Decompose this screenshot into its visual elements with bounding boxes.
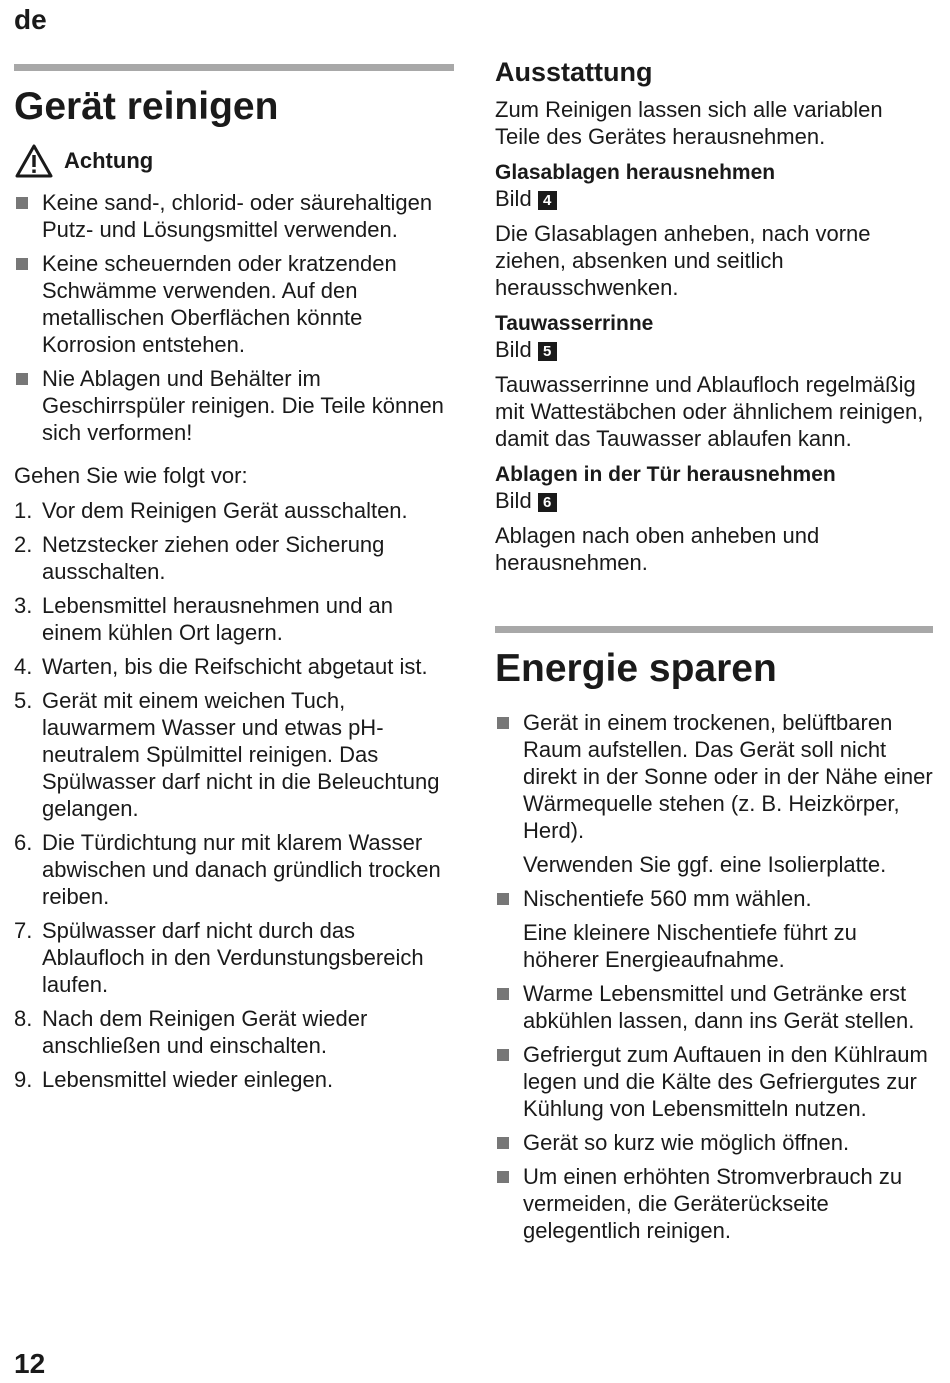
- figure-number-badge: 5: [538, 342, 557, 361]
- bullet-square-icon: [497, 1171, 509, 1183]
- list-item: 7. Spülwasser darf nicht durch das Ablaufloch in den Verdunstungsbereich laufen.: [14, 918, 424, 997]
- list-item: 2. Netzstecker ziehen oder Sicherung ausschalten.: [14, 532, 385, 584]
- list-item: Gerät so kurz wie möglich öffnen.: [495, 1129, 933, 1156]
- section-title-ausstattung: Ausstattung: [495, 57, 653, 87]
- warning-list: [14, 189, 454, 446]
- figure-number-badge: 4: [538, 191, 557, 210]
- subsection-heading: Ablagen in der Tür herausnehmen: [495, 463, 836, 486]
- figure-number-badge: 6: [538, 493, 557, 512]
- energie-list: [495, 709, 933, 844]
- page-number: 12: [14, 1348, 46, 1379]
- list-item: Nischentiefe 560 mm wählen.: [495, 885, 933, 912]
- list-item: 3. Lebensmittel herausnehmen und an einem kühlen Ort lagern.: [14, 593, 394, 645]
- list-item-note: Verwenden Sie ggf. eine Isolierplatte.: [523, 852, 887, 877]
- list-item: 6. Die Türdichtung nur mit klarem Wasser abwischen und danach gründlich trocken reiben.: [14, 830, 441, 909]
- subsection-glasablagen: [495, 160, 933, 301]
- subsection-tauwasserrinne: [495, 311, 933, 452]
- list-item-note: Eine kleinere Nischentiefe führt zu höherer Energieaufnahme.: [523, 920, 857, 972]
- bullet-square-icon: [497, 1137, 509, 1149]
- list-item: 4. Warten, bis die Reifschicht abgetaut ist.: [14, 654, 428, 679]
- steps-intro: Gehen Sie wie folgt vor:: [14, 463, 248, 488]
- figure-reference: Bild 4: [495, 185, 933, 212]
- bullet-square-icon: [16, 373, 28, 385]
- list-item: 8. Nach dem Reinigen Gerät wieder anschließen und einschalten.: [14, 1006, 368, 1058]
- bullet-square-icon: [497, 988, 509, 1000]
- list-item: Keine sand-, chlorid- oder säurehaltigen Putz- und Lösungsmittel verwenden.: [14, 189, 454, 243]
- language-code: de: [14, 4, 47, 35]
- figure-reference: Bild 6: [495, 487, 933, 514]
- subsection-text: Die Glasablagen anheben, nach vorne ziehen, absenken und seitlich herausschwenken.: [495, 221, 871, 300]
- list-item: Gefriergut zum Auftauen in den Kühlraum legen und die Kälte des Gefriergutes zur Kühlung von Lebensmitteln nutzen.: [495, 1041, 933, 1122]
- ausstattung-text: Zum Reinigen lassen sich alle variablen Teile des Gerätes herausnehmen.: [495, 97, 883, 149]
- warning-triangle-icon: [14, 143, 54, 179]
- subsection-heading: Glasablagen herausnehmen: [495, 161, 776, 184]
- right-column: [495, 56, 933, 1251]
- energie-list: [495, 885, 933, 912]
- steps-list: [14, 497, 454, 1093]
- list-item: Nie Ablagen und Behälter im Geschirrspüler reinigen. Die Teile können sich verformen!: [14, 365, 454, 446]
- subsection-text: Ablagen nach oben anheben und herausnehmen.: [495, 523, 820, 575]
- section-rule: [495, 626, 933, 633]
- subsection-heading: Tauwasserrinne: [495, 312, 654, 335]
- energie-list: [495, 980, 933, 1244]
- list-item: 9. Lebensmittel wieder einlegen.: [14, 1067, 334, 1092]
- warning-label: Achtung: [64, 148, 154, 173]
- subsection-text: Tauwasserrinne und Ablaufloch regelmäßig mit Wattestäbchen oder ähnlichem reinigen, damit das Tauwasser ablaufen kann.: [495, 372, 924, 451]
- bullet-square-icon: [16, 197, 28, 209]
- section-title-reinigen: Gerät reinigen: [14, 85, 279, 128]
- list-item: 1. Vor dem Reinigen Gerät ausschalten.: [14, 498, 408, 523]
- bullet-square-icon: [497, 1049, 509, 1061]
- bullet-square-icon: [497, 717, 509, 729]
- left-column: [14, 64, 454, 1100]
- warning-header: [14, 143, 454, 179]
- bullet-square-icon: [16, 258, 28, 270]
- list-item: 5. Gerät mit einem weichen Tuch, lauwarmem Wasser und etwas pH-neutralem Spülmittel reinigen. Das Spülwasser darf nicht in die Beleuchtung gelangen.: [14, 688, 440, 821]
- list-item: Keine scheuernden oder kratzenden Schwämme verwenden. Auf den metallischen Oberflächen könnte Korrosion entstehen.: [14, 250, 454, 358]
- subsection-ablagen-tuer: [495, 462, 933, 576]
- bullet-square-icon: [497, 893, 509, 905]
- section-rule: [14, 64, 454, 71]
- section-title-energie: Energie sparen: [495, 647, 777, 690]
- list-item: Um einen erhöhten Stromverbrauch zu vermeiden, die Geräterückseite gelegentlich reinigen.: [495, 1163, 933, 1244]
- list-item: Gerät in einem trockenen, belüftbaren Raum aufstellen. Das Gerät soll nicht direkt in der Sonne oder in der Nähe einer Wärmequelle stehen (z. B. Heizkörper, Herd).: [495, 709, 933, 844]
- list-item: Warme Lebensmittel und Getränke erst abkühlen lassen, dann ins Gerät stellen.: [495, 980, 933, 1034]
- figure-reference: Bild 5: [495, 336, 933, 363]
